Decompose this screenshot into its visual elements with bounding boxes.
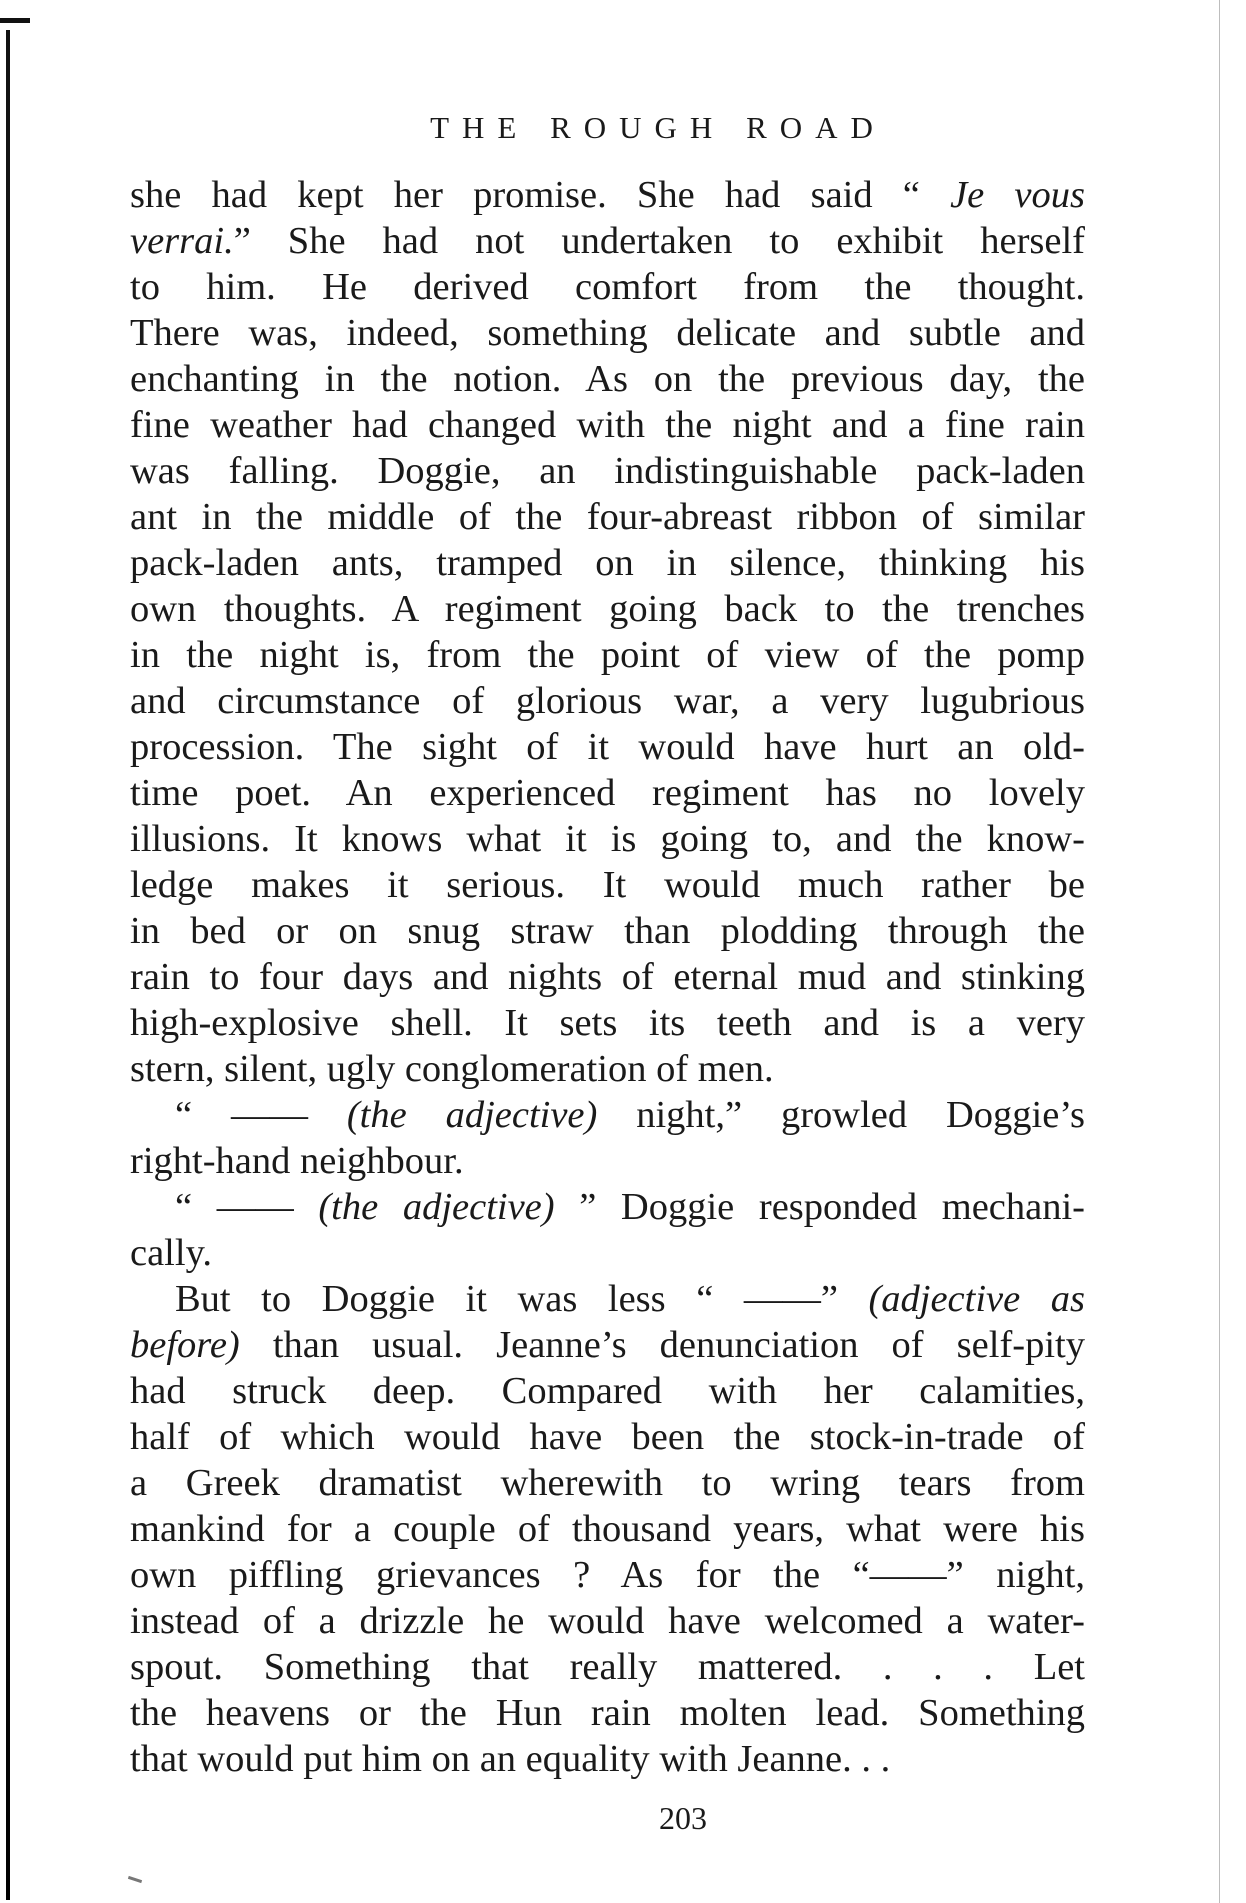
text-run: right-hand neighbour.: [130, 1140, 464, 1182]
text-line: [130, 356, 1085, 402]
text-run: high-explosive shell. It sets its teeth and is a very: [130, 1002, 1085, 1044]
text-run: had struck deep. Compared with her calamities,: [130, 1370, 1085, 1412]
text-run: But to Doggie it was less “ ——”: [175, 1278, 869, 1320]
text-run: she had kept her promise. She had said “: [130, 174, 951, 216]
text-run: rain to four days and nights of eternal mud and stinking: [130, 956, 1085, 998]
text-line: [130, 724, 1085, 770]
text-run: was falling. Doggie, an indistinguishable pack-laden: [130, 450, 1085, 492]
text-run: procession. The sight of it would have hurt an old-: [130, 726, 1085, 768]
text-line: [130, 1322, 1085, 1368]
text-run: ant in the middle of the four-abreast ribbon of similar: [130, 496, 1085, 538]
text-run: ” Doggie responded mechani-: [554, 1186, 1085, 1228]
page-edge-rule: [1219, 0, 1220, 1903]
gutter-edge-line: [6, 30, 10, 1900]
text-line: [130, 586, 1085, 632]
text-line: [130, 1368, 1085, 1414]
text-line: [130, 310, 1085, 356]
binding-gutter: [0, 10, 30, 1903]
text-line: [130, 954, 1085, 1000]
text-line: [130, 1414, 1085, 1460]
text-line: [130, 1460, 1085, 1506]
text-run: illusions. It knows what it is going to, and the know-: [130, 818, 1085, 860]
body-text: [130, 172, 1085, 1782]
text-line: [130, 1092, 1085, 1138]
text-line: [130, 1644, 1085, 1690]
text-run: and circumstance of glorious war, a very lugubrious: [130, 680, 1085, 722]
text-line: [130, 1230, 1085, 1276]
text-run: half of which would have been the stock-in-trade of: [130, 1416, 1085, 1458]
page-number: 203: [659, 1800, 707, 1836]
text-line: [130, 494, 1085, 540]
italic-text: verrai.: [130, 220, 234, 262]
text-run: in the night is, from the point of view of the pomp: [130, 634, 1085, 676]
text-line: [130, 1138, 1085, 1184]
text-line: [130, 908, 1085, 954]
text-line: [130, 1000, 1085, 1046]
text-line: [130, 1598, 1085, 1644]
gutter-top-mark: [0, 18, 30, 23]
text-line: [130, 1736, 1085, 1782]
text-line: [130, 402, 1085, 448]
text-line: [130, 862, 1085, 908]
text-run: that would put him on an equality with Jeanne. . .: [130, 1738, 891, 1780]
text-line: [130, 218, 1085, 264]
text-run: time poet. An experienced regiment has no lovely: [130, 772, 1085, 814]
text-run: stern, silent, ugly conglomeration of men.: [130, 1048, 774, 1090]
italic-text: before): [130, 1324, 240, 1366]
text-run: “ ——: [175, 1094, 347, 1136]
text-line: [130, 678, 1085, 724]
text-run: ledge makes it serious. It would much rather be: [130, 864, 1085, 906]
text-run: There was, indeed, something delicate and subtle and: [130, 312, 1085, 354]
text-run: pack-laden ants, tramped on in silence, thinking his: [130, 542, 1085, 584]
text-line: [130, 264, 1085, 310]
italic-text: (adjective as: [868, 1278, 1085, 1320]
text-run: spout. Something that really mattered. . . . Let: [130, 1646, 1085, 1688]
text-run: mankind for a couple of thousand years, what were his: [130, 1508, 1085, 1550]
text-line: [130, 1506, 1085, 1552]
text-line: [130, 448, 1085, 494]
text-line: [130, 632, 1085, 678]
text-line: [130, 770, 1085, 816]
italic-text: Je vous: [950, 174, 1085, 216]
text-line: [130, 816, 1085, 862]
text-line: [130, 1184, 1085, 1230]
text-line: [130, 1276, 1085, 1322]
text-line: [130, 172, 1085, 218]
text-run: own piffling grievances ? As for the “——” night,: [130, 1554, 1085, 1596]
text-run: “ ——: [175, 1186, 319, 1228]
text-run: fine weather had changed with the night and a fine rain: [130, 404, 1085, 446]
text-run: a Greek dramatist wherewith to wring tears from: [130, 1462, 1085, 1504]
text-run: instead of a drizzle he would have welcomed a water-: [130, 1600, 1085, 1642]
text-line: [130, 1690, 1085, 1736]
text-run: in bed or on snug straw than plodding through the: [130, 910, 1085, 952]
running-head: THE ROUGH ROAD: [430, 110, 886, 145]
italic-text: (the adjective): [318, 1186, 555, 1228]
text-run: ” She had not undertaken to exhibit herself: [233, 220, 1085, 262]
text-line: [130, 540, 1085, 586]
text-run: enchanting in the notion. As on the previous day, the: [130, 358, 1085, 400]
text-run: to him. He derived comfort from the thought.: [130, 266, 1085, 308]
text-line: [130, 1552, 1085, 1598]
scan-speck: [128, 1876, 142, 1883]
text-run: own thoughts. A regiment going back to the trenches: [130, 588, 1085, 630]
text-run: the heavens or the Hun rain molten lead. Something: [130, 1692, 1085, 1734]
text-run: night,” growled Doggie’s: [597, 1094, 1085, 1136]
text-run: cally.: [130, 1232, 212, 1274]
text-line: [130, 1046, 1085, 1092]
italic-text: (the adjective): [346, 1094, 598, 1136]
text-run: than usual. Jeanne’s denunciation of self-pity: [239, 1324, 1085, 1366]
